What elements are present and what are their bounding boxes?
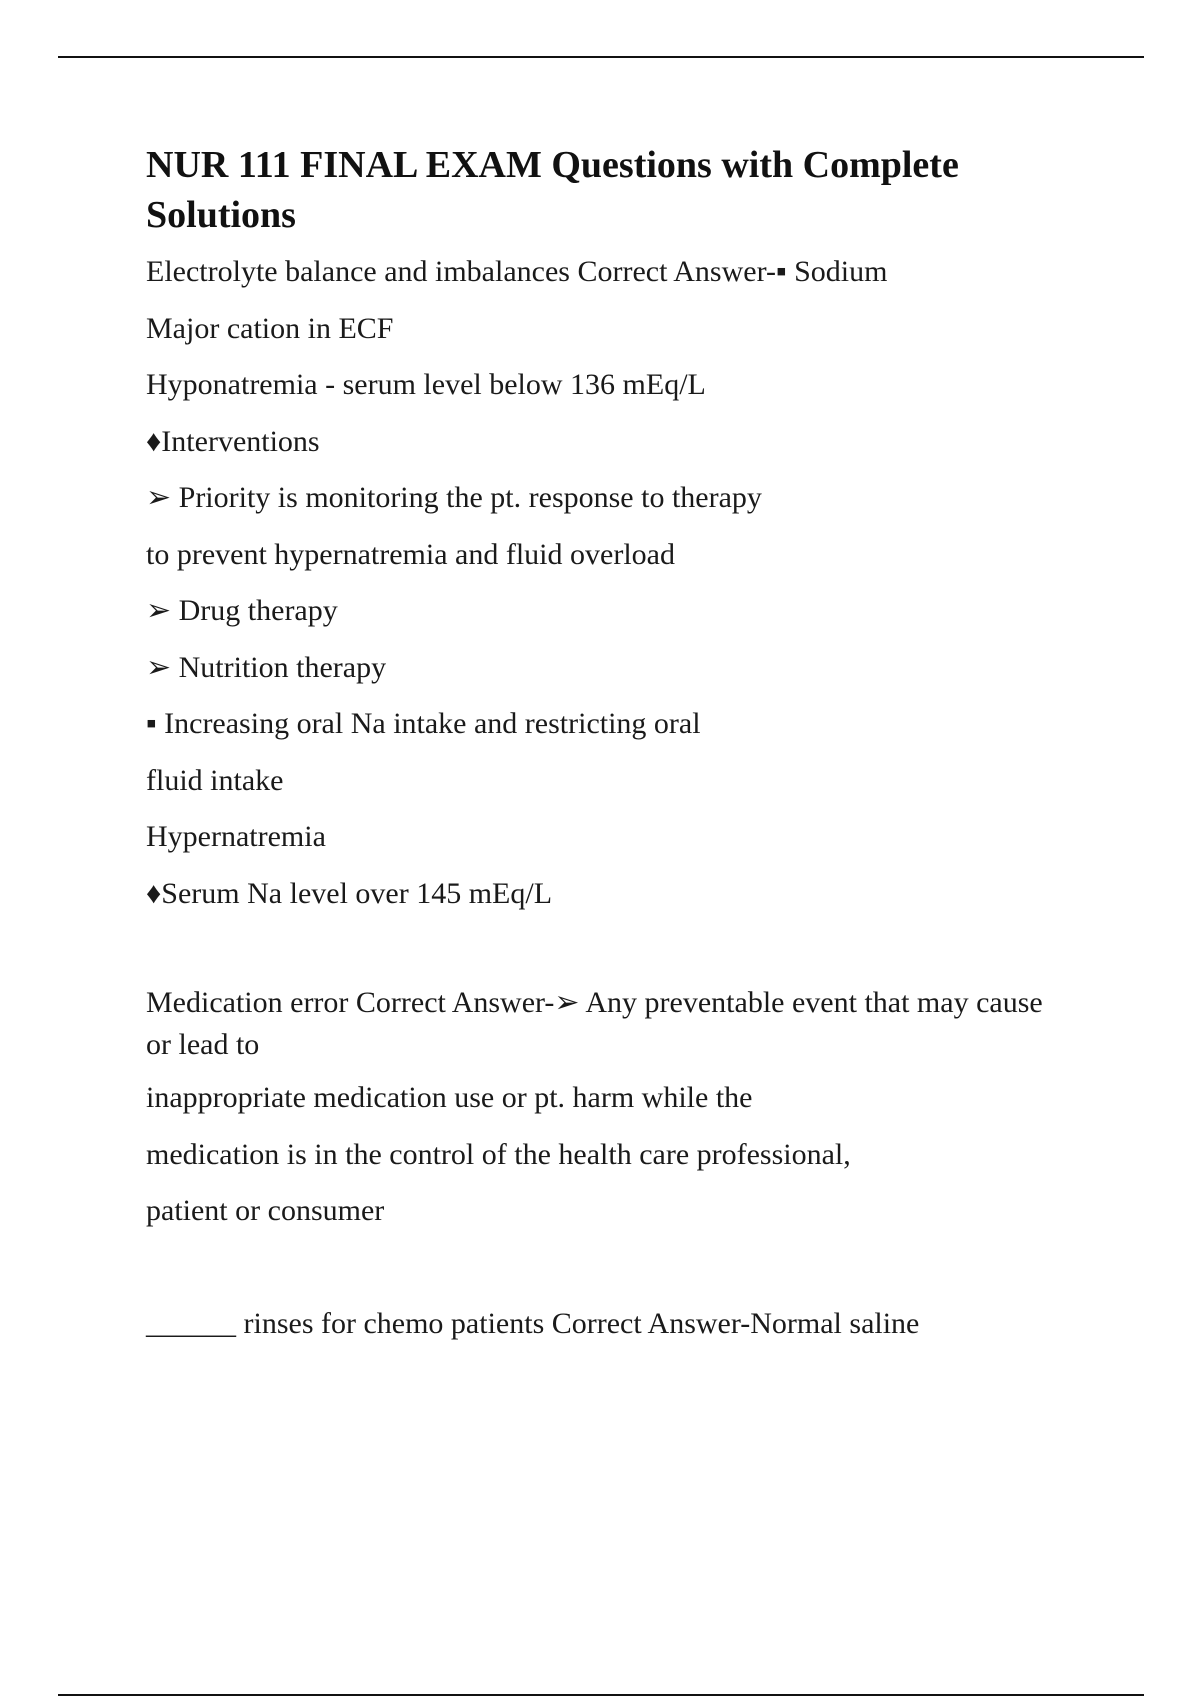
answer-line: Hypernatremia bbox=[146, 820, 326, 853]
qa-electrolyte bbox=[146, 244, 1046, 922]
answer-line: ➢ Drug therapy bbox=[146, 594, 338, 627]
document-title: NUR 111 FINAL EXAM Questions with Complete Solutions bbox=[146, 144, 959, 236]
answer-line: Hyponatremia - serum level below 136 mEq/L bbox=[146, 368, 706, 401]
answer-line: Major cation in ECF bbox=[146, 311, 394, 345]
answer-line: inappropriate medication use or pt. harm while the bbox=[146, 1081, 753, 1114]
answer-line: ♦Interventions bbox=[146, 424, 320, 458]
bottom-rule bbox=[58, 1694, 1144, 1696]
answer-line: ▪ Increasing oral Na intake and restricting oral bbox=[146, 707, 701, 740]
answer-line: to prevent hypernatremia and fluid overload bbox=[146, 537, 675, 571]
answer-line: ♦Serum Na level over 145 mEq/L bbox=[146, 876, 553, 910]
question-line: ______ rinses for chemo patients Correct Answer-Normal saline bbox=[146, 1306, 920, 1340]
question-line: Medication error Correct Answer-➢ Any preventable event that may cause or lead to bbox=[146, 986, 1051, 1061]
answer-line: ➢ Priority is monitoring the pt. response to therapy bbox=[146, 481, 762, 514]
top-rule bbox=[58, 56, 1144, 58]
qa-medication-error bbox=[146, 974, 1051, 1240]
answer-line: medication is in the control of the health care professional, bbox=[146, 1137, 851, 1171]
question-line: Electrolyte balance and imbalances Correct Answer-▪ Sodium bbox=[146, 255, 888, 288]
document-body bbox=[146, 140, 1051, 1352]
answer-line: patient or consumer bbox=[146, 1194, 385, 1227]
answer-line: fluid intake bbox=[146, 763, 284, 797]
qa-chemo-rinse bbox=[146, 1296, 1046, 1353]
answer-line: ➢ Nutrition therapy bbox=[146, 650, 387, 684]
